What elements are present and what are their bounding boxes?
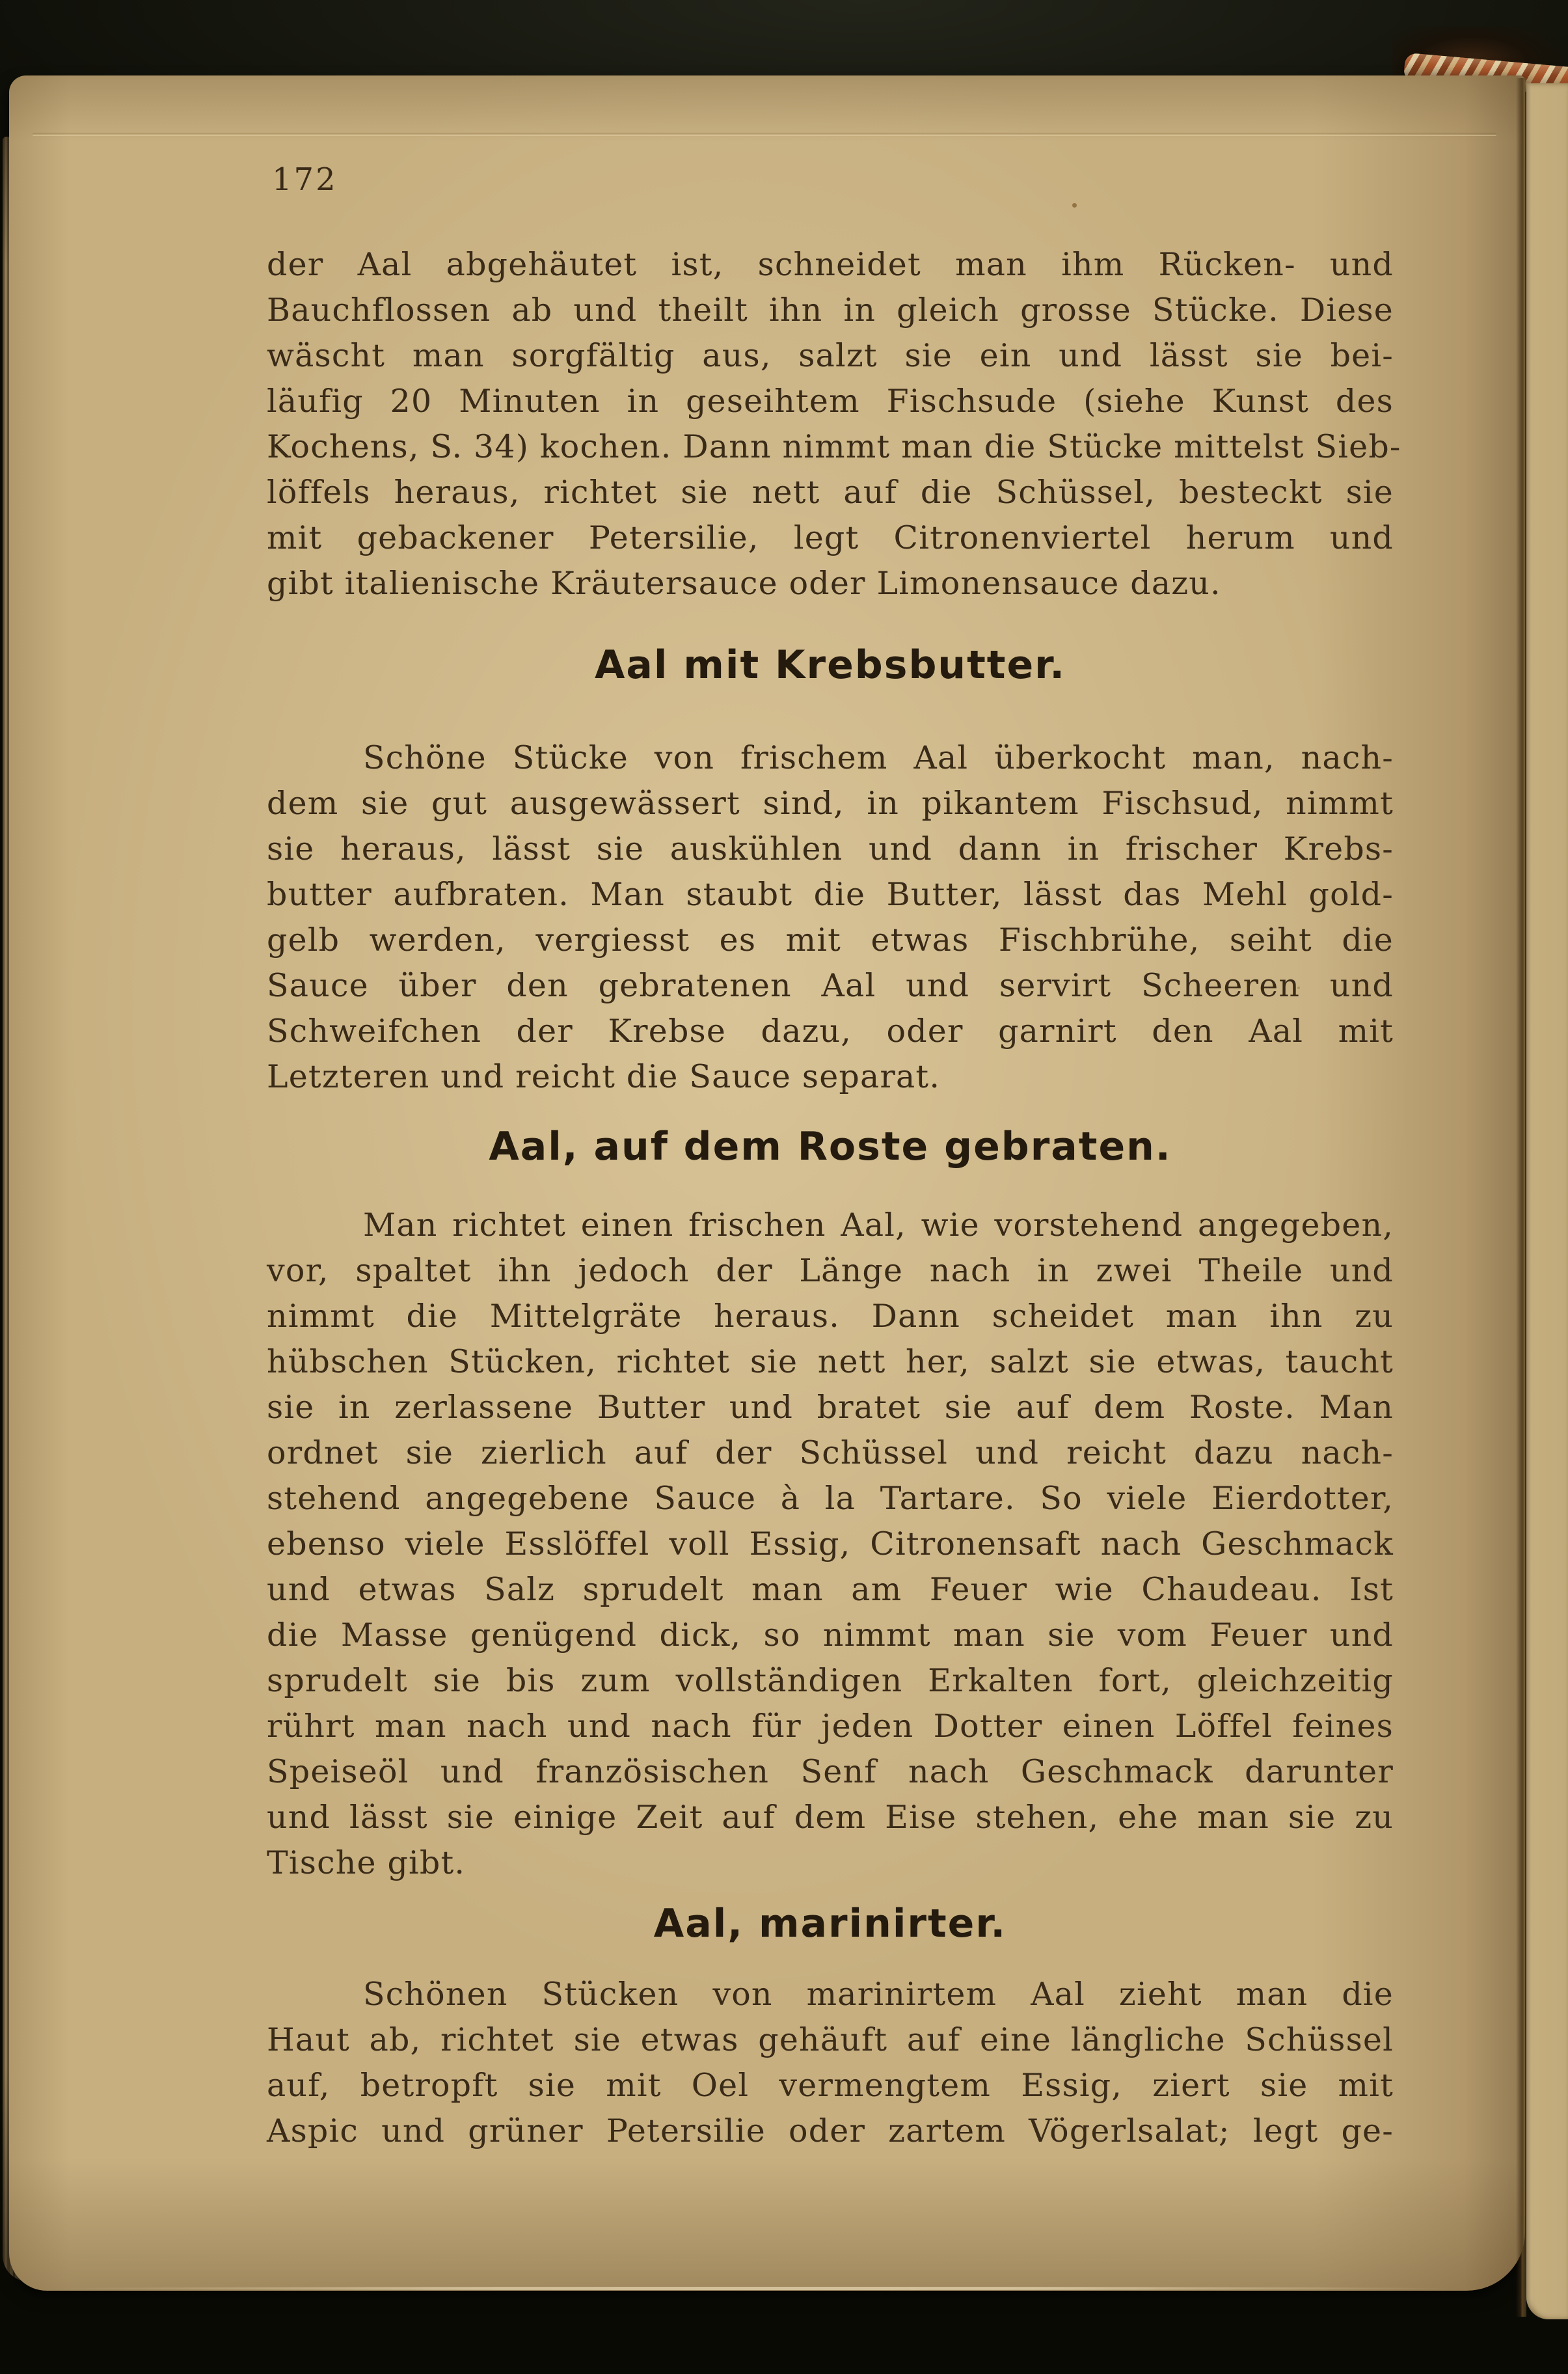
recipe-heading: Aal, marinirter. — [653, 1901, 1007, 1946]
book-page — [9, 75, 1525, 2291]
text-line: Aspic und grüner Petersilie oder zartem Vögerlsalat; legt ge- — [267, 2112, 1394, 2149]
adjacent-page-sliver — [1526, 83, 1568, 2319]
text-line: sie in zerlassene Butter und bratet sie auf dem Roste. Man — [267, 1389, 1394, 1426]
recipe-heading: Aal, auf dem Roste gebraten. — [489, 1124, 1172, 1169]
text-line: vor, spaltet ihn jedoch der Länge nach in zwei Theile und — [267, 1252, 1394, 1289]
text-line: mit gebackener Petersilie, legt Citronenviertel herum und — [267, 519, 1394, 556]
text-line: gibt italienische Kräutersauce oder Limonensauce dazu. — [267, 565, 1221, 602]
gutter-crease — [1516, 78, 1526, 2317]
text-line: Haut ab, richtet sie etwas gehäuft auf eine längliche Schüssel — [267, 2021, 1394, 2058]
text-line: Sauce über den gebratenen Aal und servirt Scheeren und — [267, 967, 1394, 1004]
text-line: Kochens, S. 34) kochen. Dann nimmt man die Stücke mittelst Sieb- — [267, 428, 1401, 465]
text-line: ebenso viele Esslöffel voll Essig, Citronensaft nach Geschmack — [267, 1525, 1394, 1562]
text-line: Letzteren und reicht die Sauce separat. — [267, 1058, 941, 1095]
text-line: dem sie gut ausgewässert sind, in pikantem Fischsud, nimmt — [267, 785, 1394, 822]
page-bottom-highlight — [59, 2287, 1451, 2290]
text-line: rührt man nach und nach für jeden Dotter einen Löffel feines — [267, 1708, 1394, 1745]
text-line: butter aufbraten. Man staubt die Butter, lässt das Mehl gold- — [267, 876, 1394, 913]
text-line: auf, betropft sie mit Oel vermengtem Essig, ziert sie mit — [267, 2067, 1394, 2104]
text-line: Tische gibt. — [267, 1844, 466, 1881]
text-line: Speiseöl und französischen Senf nach Geschmack darunter — [267, 1753, 1394, 1790]
page-number: 172 — [272, 161, 338, 198]
text-line: die Masse genügend dick, so nimmt man sie vom Feuer und — [267, 1617, 1394, 1654]
text-line: sprudelt sie bis zum vollständigen Erkalten fort, gleichzeitig — [267, 1662, 1394, 1699]
text-line: hübschen Stücken, richtet sie nett her, salzt sie etwas, taucht — [267, 1343, 1394, 1380]
text-line: Man richtet einen frischen Aal, wie vorstehend angegeben, — [363, 1207, 1394, 1244]
paragraph — [267, 1972, 1394, 2154]
text-line: stehend angegebene Sauce à la Tartare. So viele Eierdotter, — [267, 1480, 1394, 1517]
text-line: löffels heraus, richtet sie nett auf die Schüssel, besteckt sie — [267, 474, 1394, 511]
text-line: der Aal abgehäutet ist, schneidet man ihm Rücken- und — [267, 246, 1394, 283]
recipe-heading: Aal mit Krebsbutter. — [594, 642, 1066, 688]
paper-speck — [1072, 203, 1077, 208]
text-line: Schweifchen der Krebse dazu, oder garnirt den Aal mit — [267, 1013, 1394, 1050]
text-line: und lässt sie einige Zeit auf dem Eise stehen, ehe man sie zu — [267, 1799, 1394, 1836]
text-line: ordnet sie zierlich auf der Schüssel und reicht dazu nach- — [267, 1434, 1394, 1471]
text-line: und etwas Salz sprudelt man am Feuer wie Chaudeau. Ist — [267, 1571, 1394, 1608]
text-line: Schöne Stücke von frischem Aal überkocht man, nach- — [363, 739, 1394, 776]
pressed-line — [33, 133, 1496, 136]
text-line: läufig 20 Minuten in geseihtem Fischsude (siehe Kunst des — [267, 383, 1394, 420]
paragraph — [267, 242, 1401, 607]
text-line: gelb werden, vergiesst es mit etwas Fischbrühe, seiht die — [267, 921, 1394, 959]
text-line: Bauchflossen ab und theilt ihn in gleich grosse Stücke. Diese — [267, 292, 1394, 329]
paragraph — [267, 735, 1394, 1100]
text-line: wäscht man sorgfältig aus, salzt sie ein und lässt sie bei- — [267, 337, 1394, 374]
paragraph — [267, 1203, 1394, 1886]
text-line: sie heraus, lässt sie auskühlen und dann in frischer Krebs- — [267, 830, 1394, 867]
text-block — [267, 242, 1401, 2154]
text-line: Schönen Stücken von marinirtem Aal zieht man die — [363, 1976, 1394, 2013]
text-line: nimmt die Mittelgräte heraus. Dann scheidet man ihn zu — [267, 1298, 1394, 1335]
